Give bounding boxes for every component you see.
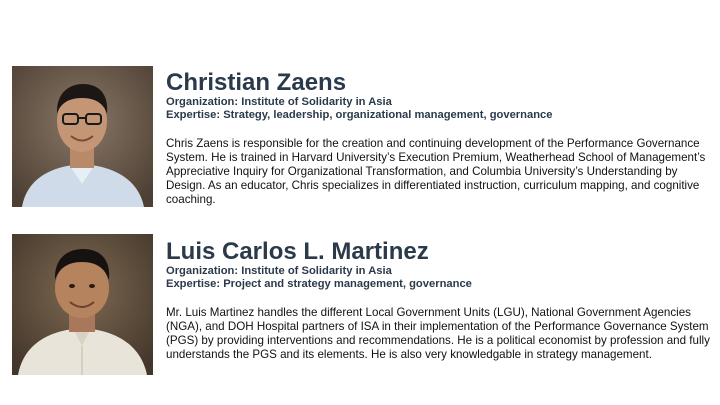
profile-expertise: Expertise: Project and strategy management, governance [166,278,472,290]
portrait-photo-luis [12,234,153,375]
profile-text [166,239,711,362]
portrait-photo-christian [12,66,153,207]
profile-photo [12,234,153,375]
profile-text [166,70,711,207]
profile-organization: Organization: Institute of Solidarity in Asia [166,96,392,108]
profile-name: Christian Zaens [166,69,347,96]
profile-bio: Mr. Luis Martinez handles the different Local Government Units (LGU), National Government Agencies (NGA), and DOH Hospital partners of ISA in their implementation of the Performance Governance System (PGS) by providing interventions and recommendations. He is a political economist by profession and fully understands the PGS and its elements. He is also very knowledgable in strategy management. [166,306,710,361]
profile-bio: Chris Zaens is responsible for the creation and continuing development of the Performance Governance System. He is trained in Harvard University’s Execution Premium, Weatherhead School of Management’s Appreciative Inquiry for Organizational Transformation, and Columbia University’s Understanding by Design. As an educator, Chris specializes in differentiated instruction, curriculum mapping, and cognitive coaching. [166,137,706,206]
profile-name: Luis Carlos L. Martinez [166,238,429,265]
profile-organization: Organization: Institute of Solidarity in Asia [166,265,392,277]
profile-photo [12,66,153,207]
profile-expertise: Expertise: Strategy, leadership, organizational management, governance [166,109,553,121]
